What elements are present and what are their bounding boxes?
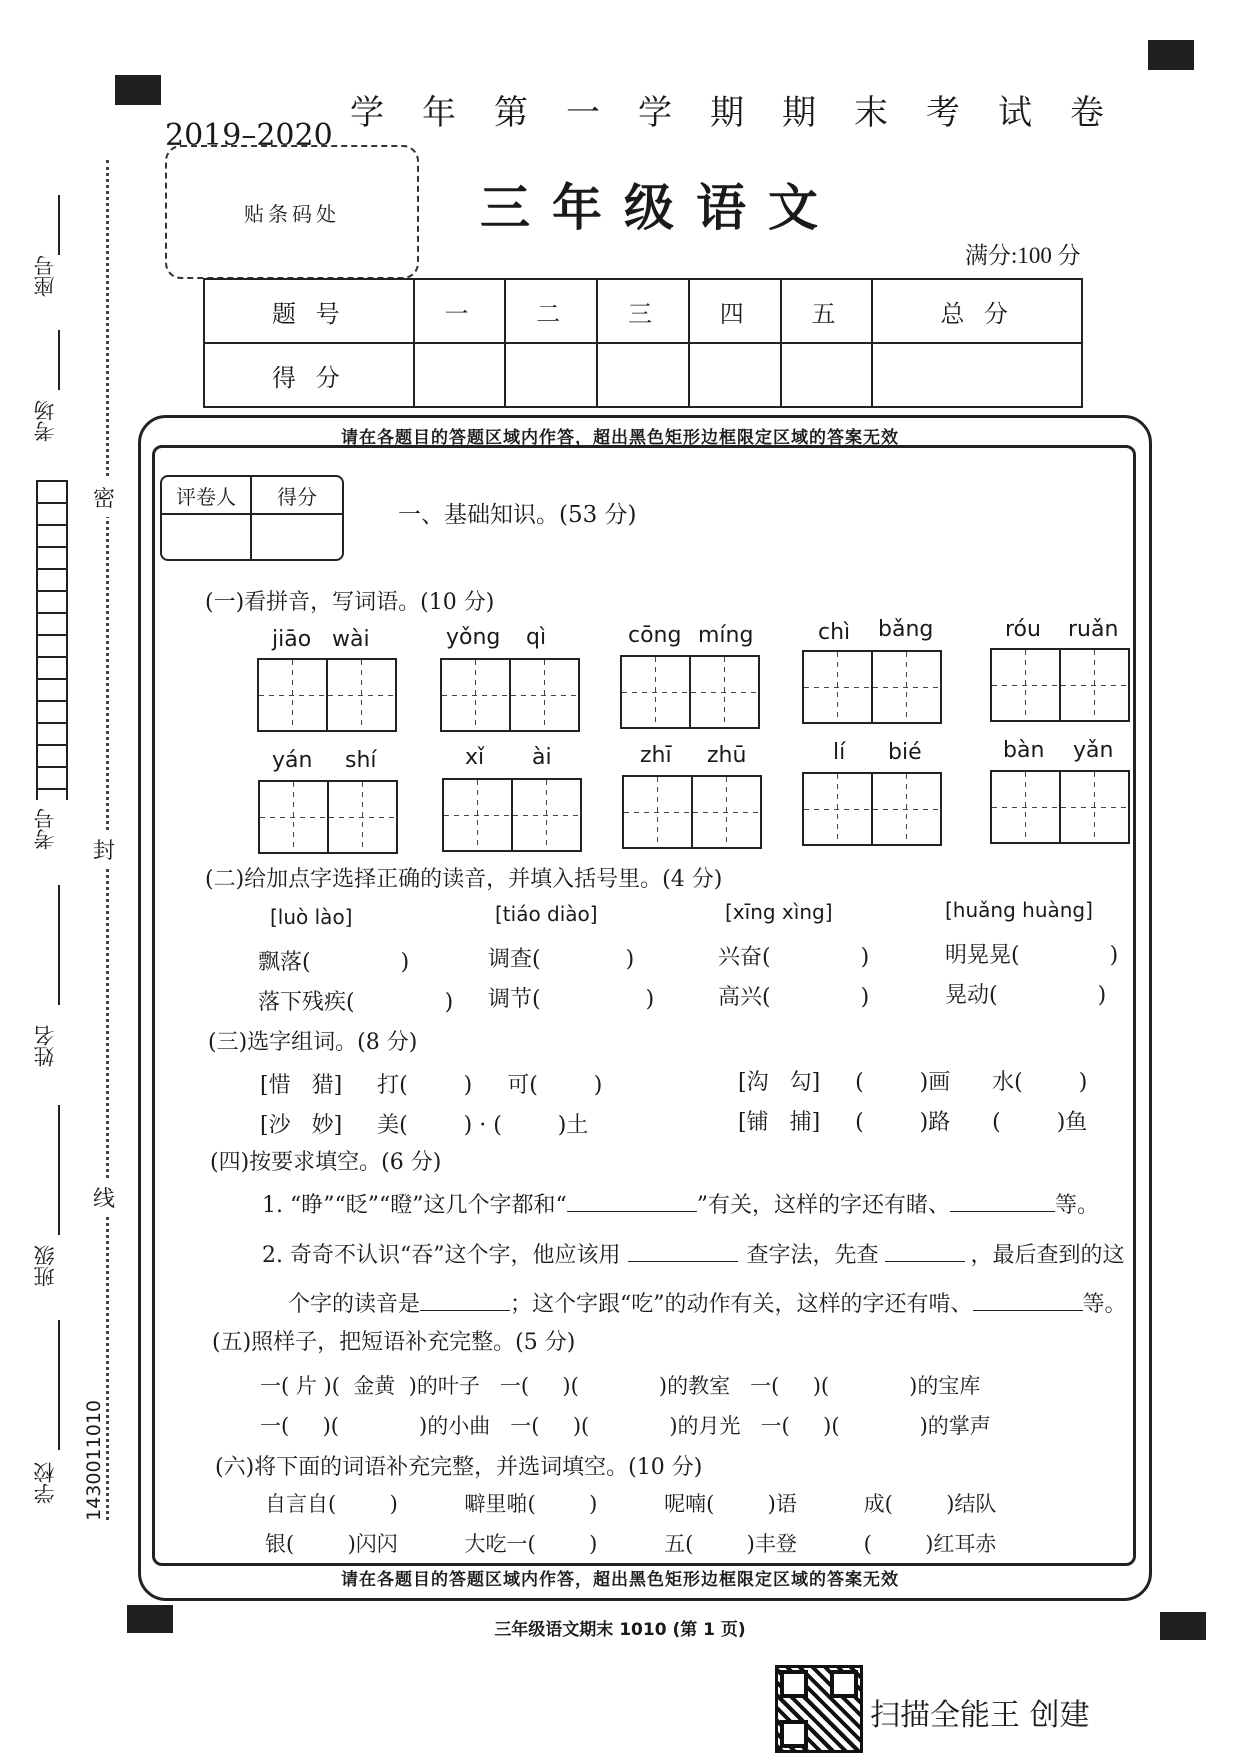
reading-options: [xīng xìng] xyxy=(725,900,833,924)
page-footer: 三年级语文期末 1010 (第 1 页) xyxy=(494,1620,746,1640)
question-2-title: (二)给加点字选择正确的读音，并填入括号里。(4 分) xyxy=(205,867,723,892)
score-table xyxy=(203,278,1083,408)
writing-grid[interactable] xyxy=(257,658,397,732)
pinyin: wài xyxy=(332,627,370,652)
seat-line xyxy=(58,195,60,255)
fill-line-3 xyxy=(288,1287,1127,1318)
pinyin: zhī xyxy=(640,743,672,768)
registration-mark xyxy=(1148,40,1194,70)
grader-reviewer-label: 评卷人 xyxy=(162,477,252,515)
text: ”有关，这样的字还有睹、 xyxy=(696,1193,950,1218)
answer-blank[interactable] xyxy=(567,1211,697,1212)
qr-finder xyxy=(780,1670,808,1698)
text: 2. 奇奇不认识“吞”这个字，他应该用 xyxy=(262,1243,621,1268)
pinyin: yǎn xyxy=(1073,738,1114,763)
reading-item xyxy=(258,985,453,1016)
answer-blank[interactable] xyxy=(628,1261,738,1262)
grid-cell[interactable] xyxy=(442,660,511,730)
pinyin: bàn xyxy=(1003,738,1045,763)
word: 调节( xyxy=(488,987,541,1012)
seal-char: 线 xyxy=(93,1178,115,1217)
word: 晃动( xyxy=(945,983,998,1008)
pinyin: lí xyxy=(833,740,846,765)
text: 1. “睁”“眨”“瞪”这几个字都和“ xyxy=(262,1193,567,1218)
grid-cell[interactable] xyxy=(804,774,873,844)
question-3-title: (三)选字组词。(8 分) xyxy=(208,1030,418,1055)
writing-grid[interactable] xyxy=(622,775,762,849)
word-choice-line[interactable]: [沟 勾] ( )画 水( ) xyxy=(738,1070,1088,1095)
close-paren: ) xyxy=(645,987,655,1012)
answer-blank[interactable] xyxy=(420,1310,510,1311)
grader-score-cell[interactable] xyxy=(252,515,342,559)
grader-reviewer-cell[interactable] xyxy=(162,515,252,559)
school-year: 2019–2020 xyxy=(165,118,333,153)
answer-blank[interactable] xyxy=(973,1310,1083,1311)
score-table-header-row xyxy=(204,279,1082,343)
pinyin: ruǎn xyxy=(1068,617,1119,642)
qr-finder xyxy=(830,1670,858,1698)
grid-cell[interactable] xyxy=(992,650,1061,720)
fill-line-1 xyxy=(262,1188,1099,1219)
word-choice-line[interactable]: [沙 妙] 美( ) · ( )土 xyxy=(260,1113,589,1138)
qr-code-icon xyxy=(775,1665,863,1753)
score-cell[interactable] xyxy=(689,343,781,407)
pinyin: cōng xyxy=(628,623,682,648)
pinyin: chì xyxy=(818,620,851,645)
room-label: 考场 xyxy=(33,400,57,442)
grid-cell[interactable] xyxy=(328,660,395,730)
grid-cell[interactable] xyxy=(1061,650,1128,720)
score-cell[interactable] xyxy=(872,343,1082,407)
exam-title: 学年第一学期期末考试卷 xyxy=(350,93,1142,133)
close-paren: ) xyxy=(1109,943,1119,968)
idiom-line[interactable]: 自言自( ) 噼里啪( ) 呢喃( )语 成( )结队 xyxy=(265,1492,997,1516)
reading-options: [tiáo diào] xyxy=(495,902,598,926)
word: 兴奋( xyxy=(718,945,771,970)
text: 查字法，先查 xyxy=(746,1243,879,1268)
score-header-cell: 总 分 xyxy=(872,279,1082,343)
qr-finder xyxy=(780,1720,808,1748)
grid-cell[interactable] xyxy=(444,780,513,850)
pinyin: róu xyxy=(1005,617,1041,642)
word: 高兴( xyxy=(718,985,771,1010)
reading-item xyxy=(945,978,1106,1009)
school-label: 学校 xyxy=(33,1462,57,1504)
idiom-line[interactable]: 银( )闪闪 大吃一( ) 五( )丰登 ( )红耳赤 xyxy=(265,1532,997,1556)
grid-cell[interactable] xyxy=(624,777,693,847)
grid-cell[interactable] xyxy=(804,652,873,722)
class-label: 班级 xyxy=(33,1245,57,1287)
pinyin: jiāo xyxy=(272,627,312,652)
close-paren: ) xyxy=(860,985,870,1010)
exam-number-label: 考号 xyxy=(33,808,57,850)
question-6-title: (六)将下面的词语补充完整，并选词填空。(10 分) xyxy=(215,1455,703,1480)
reading-item xyxy=(718,980,869,1011)
writing-grid[interactable] xyxy=(258,780,398,854)
room-line xyxy=(58,330,60,390)
pinyin: bié xyxy=(888,740,922,765)
writing-grid[interactable] xyxy=(440,658,580,732)
score-row-label: 得 分 xyxy=(204,343,414,407)
seal-char: 封 xyxy=(93,830,115,869)
close-paren: ) xyxy=(860,945,870,970)
phrase-line[interactable]: 一( )( )的小曲 一( )( )的月光 一( )( )的掌声 xyxy=(260,1414,991,1438)
grid-cell[interactable] xyxy=(260,782,329,852)
reading-item xyxy=(945,938,1118,969)
grader-box xyxy=(160,475,344,561)
pinyin: yǒng xyxy=(446,625,501,650)
grid-cell[interactable] xyxy=(622,657,691,727)
word: 明晃晃( xyxy=(945,943,1020,968)
barcode-area: 贴条码处 xyxy=(165,145,419,279)
question-5-title: (五)照样子，把短语补充完整。(5 分) xyxy=(212,1330,576,1355)
text: ，最后查到的这 xyxy=(970,1243,1125,1268)
score-cell[interactable] xyxy=(781,343,873,407)
word: 飘落( xyxy=(258,950,311,975)
question-1-title: (一)看拼音，写词语。(10 分) xyxy=(205,590,495,615)
name-line xyxy=(58,885,60,1005)
frame-notice-bottom: 请在各题目的答题区域内作答，超出黑色矩形边框限定区域的答案无效 xyxy=(341,1570,899,1590)
writing-grid[interactable] xyxy=(802,772,942,846)
section-title: 一、基础知识。(53 分) xyxy=(398,502,637,528)
reading-item xyxy=(488,982,654,1013)
grid-cell[interactable] xyxy=(873,774,940,844)
score-header-cell: 一 xyxy=(414,279,506,343)
close-paren: ) xyxy=(400,950,410,975)
grid-cell[interactable] xyxy=(873,652,940,722)
reading-options: [huǎng huàng] xyxy=(945,898,1093,922)
close-paren: ) xyxy=(444,990,454,1015)
score-header-cell: 三 xyxy=(597,279,689,343)
grid-cell[interactable] xyxy=(513,780,580,850)
pinyin: ài xyxy=(532,745,552,770)
scanner-watermark: 扫描全能王 创建 xyxy=(870,1698,1090,1733)
registration-mark xyxy=(115,75,161,105)
reading-options: [luò lào] xyxy=(270,905,353,929)
word-choice-line[interactable]: [铺 捕] ( )路 ( )鱼 xyxy=(738,1110,1088,1135)
school-line xyxy=(58,1320,60,1450)
writing-grid[interactable] xyxy=(442,778,582,852)
writing-grid[interactable] xyxy=(990,648,1130,722)
writing-grid[interactable] xyxy=(990,770,1130,844)
frame-notice-top: 请在各题目的答题区域内作答，超出黑色矩形边框限定区域的答案无效 xyxy=(341,428,899,448)
score-table-score-row xyxy=(204,343,1082,407)
text: ；这个字跟“吃”的动作有关，这样的字还有啃、 xyxy=(510,1292,973,1317)
fill-line-2 xyxy=(262,1238,1125,1269)
pinyin: qì xyxy=(526,625,547,650)
pinyin: zhū xyxy=(707,743,747,768)
score-cell[interactable] xyxy=(414,343,506,407)
reading-item xyxy=(488,942,634,973)
class-line xyxy=(58,1105,60,1235)
pinyin: bǎng xyxy=(878,617,934,642)
grid-cell[interactable] xyxy=(329,782,396,852)
exam-number-boxes[interactable] xyxy=(36,480,68,800)
full-score: 满分:100 分 xyxy=(965,243,1081,268)
pinyin: shí xyxy=(345,748,377,773)
close-paren: ) xyxy=(625,947,635,972)
subject-title: 三年级语文 xyxy=(480,179,840,237)
seal-char: 密 xyxy=(93,478,115,517)
close-paren: ) xyxy=(1097,983,1107,1008)
text: 等。 xyxy=(1054,1193,1099,1218)
reading-item xyxy=(718,940,869,971)
score-header-cell: 五 xyxy=(781,279,873,343)
question-4-title: (四)按要求填空。(6 分) xyxy=(210,1150,442,1175)
grid-cell[interactable] xyxy=(259,660,328,730)
seat-label: 座号 xyxy=(33,255,57,297)
reading-item xyxy=(258,945,409,976)
answer-blank[interactable] xyxy=(950,1211,1055,1212)
pinyin: míng xyxy=(698,623,754,648)
phrase-line[interactable]: 一( 片 )( 金黄 )的叶子 一( )( )的教室 一( )( )的宝库 xyxy=(260,1374,981,1398)
grid-cell[interactable] xyxy=(691,657,758,727)
word: 调查( xyxy=(488,947,541,972)
score-cell[interactable] xyxy=(505,343,597,407)
school-code: 1430011010 xyxy=(83,1400,105,1521)
text: 等。 xyxy=(1082,1292,1127,1317)
pinyin: yán xyxy=(272,748,313,773)
grid-cell[interactable] xyxy=(693,777,760,847)
grid-cell[interactable] xyxy=(992,772,1061,842)
score-header-cell: 题 号 xyxy=(204,279,414,343)
name-label: 姓名 xyxy=(33,1025,57,1067)
grid-cell[interactable] xyxy=(1061,772,1128,842)
score-cell[interactable] xyxy=(597,343,689,407)
text: 个字的读音是 xyxy=(288,1292,421,1317)
writing-grid[interactable] xyxy=(802,650,942,724)
answer-blank[interactable] xyxy=(885,1261,965,1262)
score-header-cell: 四 xyxy=(689,279,781,343)
grader-score-label: 得分 xyxy=(252,477,342,515)
grid-cell[interactable] xyxy=(511,660,578,730)
pinyin: xǐ xyxy=(465,745,485,770)
word-choice-line[interactable]: [惜 猎] 打( ) 可( ) xyxy=(260,1073,603,1098)
score-header-cell: 二 xyxy=(505,279,597,343)
word: 落下残疾( xyxy=(258,990,355,1015)
writing-grid[interactable] xyxy=(620,655,760,729)
